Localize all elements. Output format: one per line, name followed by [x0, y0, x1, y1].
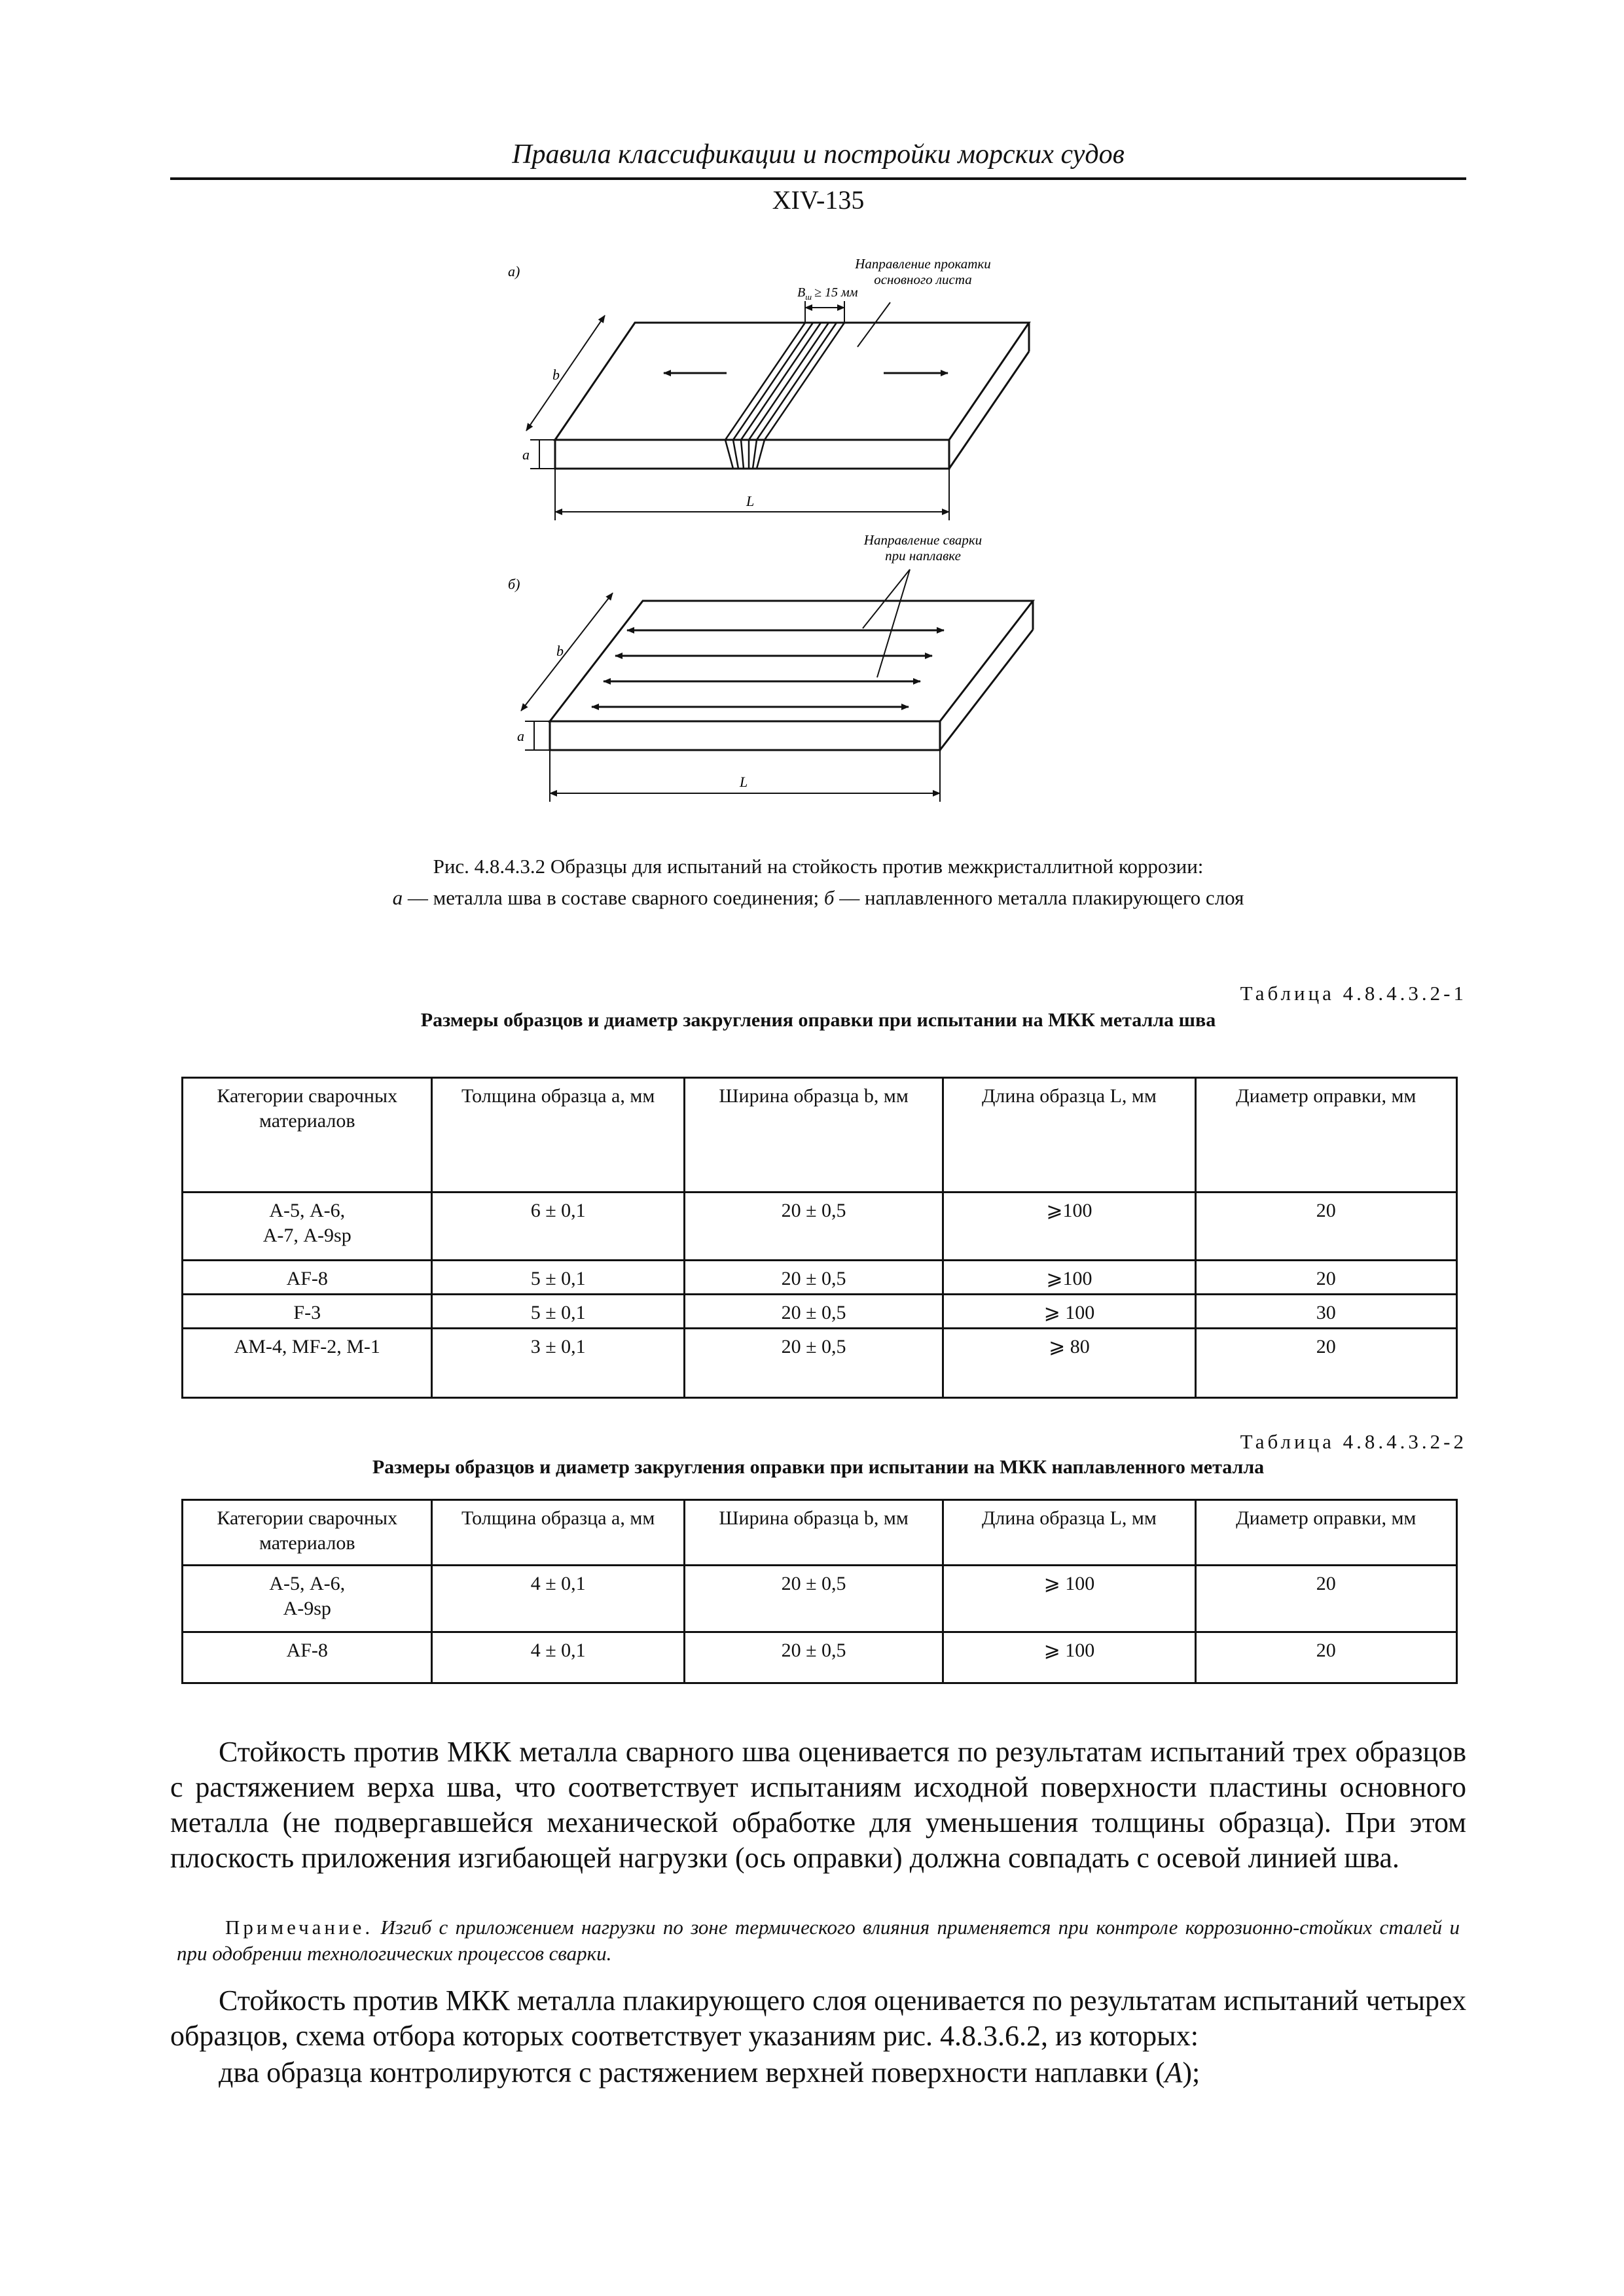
cell-length: ⩾ 100	[943, 1295, 1195, 1329]
dim-L-label-a: L	[746, 493, 755, 509]
welding-direction-leaders	[863, 569, 910, 677]
table-row	[183, 1295, 1457, 1329]
dimension-b-a	[526, 315, 605, 431]
cell-length: ⩾ 100	[943, 1566, 1195, 1632]
rolling-direction-line1: Направление прокатки	[855, 256, 991, 272]
cell-mandrel: 20	[1195, 1329, 1456, 1398]
cell-width: 20 ± 0,5	[684, 1261, 943, 1295]
figure-label-b: б)	[508, 576, 520, 592]
cell-category: F-3	[183, 1295, 432, 1329]
cell-thickness: 5 ± 0,1	[432, 1295, 684, 1329]
cell-category: А-5, А-6, А-7, А-9sp	[183, 1193, 432, 1261]
figure-caption	[262, 851, 1375, 914]
table2-header-row	[183, 1500, 1457, 1566]
dim-L-label-b: L	[740, 774, 748, 790]
header-categories: Категории сварочных материалов	[183, 1500, 432, 1566]
cell-length: ⩾ 100	[943, 1632, 1195, 1683]
cell-mandrel: 20	[1195, 1193, 1456, 1261]
table1-label: Таблица 4.8.4.3.2-1	[1240, 982, 1467, 1005]
figure-drawing	[458, 242, 1126, 818]
page-number: XIV-135	[772, 185, 865, 215]
cell-length: ⩾ 80	[943, 1329, 1195, 1398]
cell-mandrel: 20	[1195, 1566, 1456, 1632]
cell-width: 20 ± 0,5	[684, 1193, 943, 1261]
table2-label: Таблица 4.8.4.3.2-2	[1240, 1430, 1467, 1453]
cell-width: 20 ± 0,5	[684, 1566, 943, 1632]
table-row	[183, 1193, 1457, 1261]
figure-specimens	[458, 242, 1126, 818]
header-mandrel: Диаметр оправки, мм	[1195, 1078, 1456, 1193]
cell-mandrel: 20	[1195, 1632, 1456, 1683]
note-text: Изгиб с приложением нагрузки по зоне термического влияния применяется при контроле коррозионно-стойких сталей и при одобрении технологических процессов сварки.	[177, 1916, 1460, 1965]
dim-b-label-a: b	[552, 367, 560, 383]
table1-title: Размеры образцов и диаметр закругления оправки при испытании на МКК металла шва	[420, 1009, 1216, 1031]
header-categories: Категории сварочных материалов	[183, 1078, 432, 1193]
cell-width: 20 ± 0,5	[684, 1632, 943, 1683]
running-header-title: Правила классификации и постройки морских судов	[512, 139, 1125, 170]
cell-thickness: 3 ± 0,1	[432, 1329, 684, 1398]
header-thickness: Толщина образца a, мм	[432, 1078, 684, 1193]
cell-thickness: 5 ± 0,1	[432, 1261, 684, 1295]
dimension-a-a	[530, 440, 555, 469]
cell-category: АF-8	[183, 1632, 432, 1683]
paragraph-weld-metal: Стойкость против МКК металла сварного шва оценивается по результатам испытаний трех образцов с растяжением верха шва, что соответствует испытаниям исходной поверхности пластины основного металла (не подвергавшейся механической обработке для уменьшения толщины образца). При этом плоскость приложения изгибающей нагрузки (ось оправки) должна совпадать с осевой линией шва.	[170, 1736, 1466, 1874]
header-thickness: Толщина образца a, мм	[432, 1500, 684, 1566]
note	[177, 1914, 1460, 1967]
table2	[181, 1499, 1458, 1684]
table2-title: Размеры образцов и диаметр закругления оправки при испытании на МКК наплавленного металла	[372, 1456, 1265, 1478]
caption-line-2: а — металла шва в составе сварного соединения; б — наплавленного металла плакирующего слоя	[392, 886, 1244, 909]
cell-thickness: 4 ± 0,1	[432, 1632, 684, 1683]
dimension-a-b	[525, 721, 550, 750]
table-row	[183, 1329, 1457, 1398]
table1	[181, 1077, 1458, 1399]
caption-line-1: Рис. 4.8.4.3.2 Образцы для испытаний на стойкость против межкристаллитной коррозии:	[433, 855, 1204, 878]
cell-width: 20 ± 0,5	[684, 1295, 943, 1329]
cell-mandrel: 20	[1195, 1261, 1456, 1295]
dimension-b-b	[521, 593, 613, 711]
cell-thickness: 4 ± 0,1	[432, 1566, 684, 1632]
cell-category: А-5, А-6, А-9sp	[183, 1566, 432, 1632]
rolling-direction-leader	[857, 302, 890, 347]
table-row	[183, 1632, 1457, 1683]
welding-direction-line1: Направление сварки	[863, 532, 983, 548]
header-rule	[170, 177, 1466, 180]
weld-width-label: $B_ш \ge 15$ мм	[797, 285, 858, 302]
weld-width-dimension	[805, 301, 844, 323]
note-label: Примечание.	[225, 1916, 374, 1939]
cladding-arrows	[592, 630, 944, 707]
dim-a-label-a: a	[522, 446, 530, 463]
paragraph-two-specimens: два образца контролируются с растяжением верхней поверхности наплавки (А);	[219, 2056, 1200, 2089]
dim-b-label-b: b	[556, 643, 564, 659]
header-mandrel: Диаметр оправки, мм	[1195, 1500, 1456, 1566]
table-row	[183, 1261, 1457, 1295]
dim-a-label-b: a	[517, 728, 524, 744]
plate-a	[555, 323, 1029, 469]
cell-mandrel: 30	[1195, 1295, 1456, 1329]
cell-length: ⩾100	[943, 1261, 1195, 1295]
header-width: Ширина образца b, мм	[684, 1500, 943, 1566]
header-width: Ширина образца b, мм	[684, 1078, 943, 1193]
cell-category: АМ-4, МF-2, М-1	[183, 1329, 432, 1398]
welding-direction-line2: при наплавке	[885, 548, 961, 564]
cell-width: 20 ± 0,5	[684, 1329, 943, 1398]
rolling-direction-line2: основного листа	[874, 272, 972, 287]
weld-bead-a	[725, 323, 844, 469]
cell-thickness: 6 ± 0,1	[432, 1193, 684, 1261]
plate-b	[550, 601, 1033, 750]
figure-label-a: а)	[508, 263, 520, 279]
header-length: Длина образца L, мм	[943, 1500, 1195, 1566]
table1-header-row	[183, 1078, 1457, 1193]
table-row	[183, 1566, 1457, 1632]
cell-category: АF-8	[183, 1261, 432, 1295]
cell-length: ⩾100	[943, 1193, 1195, 1261]
paragraph-cladding: Стойкость против МКК металла плакирующего слоя оценивается по результатам испытаний четырех образцов, схема отбора которых соответствует указаниям рис. 4.8.3.6.2, из которых:	[170, 1984, 1466, 2052]
header-length: Длина образца L, мм	[943, 1078, 1195, 1193]
